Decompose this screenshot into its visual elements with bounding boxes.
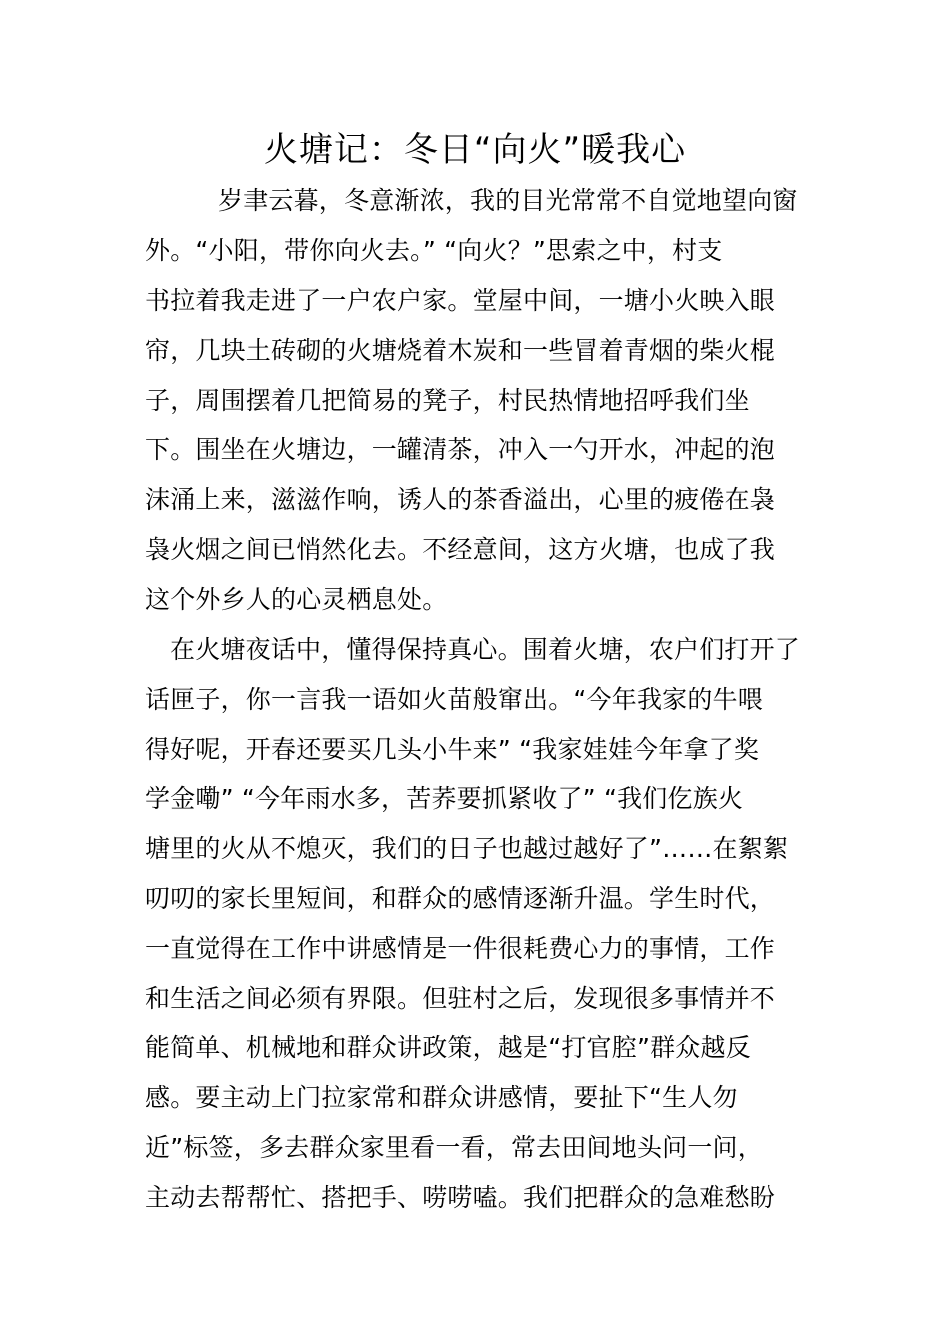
- paragraph-1-line-3: 书拉着我走进了一户农户家。堂屋中间，一塘小火映入眼: [145, 286, 776, 315]
- paragraph-2-line-10: 感。要主动上门拉家常和群众讲感情，要扯下“生人勿: [145, 1083, 738, 1112]
- paragraph-1-line-1: 岁聿云暮，冬意渐浓，我的目光常常不自觉地望向窗: [218, 186, 798, 215]
- paragraph-2-line-11: 近”标签，多去群众家里看一看，常去田间地头问一问，: [145, 1133, 763, 1162]
- paragraph-1-line-2: 外。“小阳，带你向火去。” “向火？”思索之中，村支: [145, 236, 723, 265]
- paragraph-1-line-8: 袅火烟之间已悄然化去。不经意间，这方火塘，也成了我: [145, 535, 776, 564]
- paragraph-2-line-12: 主动去帮帮忙、搭把手、唠唠嗑。我们把群众的急难愁盼: [145, 1183, 776, 1212]
- paragraph-1-line-6: 下。围坐在火塘边，一罐清茶，冲入一勺开水，冲起的泡: [145, 435, 776, 464]
- paragraph-2-line-1: 在火塘夜话中，懂得保持真心。围着火塘，农户们打开了: [170, 635, 801, 664]
- paragraph-2-line-2: 话匣子，你一言我一语如火苗般窜出。“今年我家的牛喂: [145, 685, 763, 714]
- paragraph-1-line-9: 这个外乡人的心灵栖息处。: [145, 585, 448, 614]
- paragraph-2-line-6: 叨叨的家长里短间，和群众的感情逐渐升温。学生时代，: [145, 884, 776, 913]
- paragraph-1-line-7: 沫涌上来，滋滋作响，诱人的茶香溢出，心里的疲倦在袅: [145, 485, 776, 514]
- paragraph-1-line-5: 子，周围摆着几把简易的凳子，村民热情地招呼我们坐: [145, 386, 750, 415]
- paragraph-2-line-9: 能简单、机械地和群众讲政策，越是“打官腔”群众越反: [145, 1033, 751, 1062]
- paragraph-2-line-5: 塘里的火从不熄灭，我们的日子也越过越好了”……在絮絮: [145, 834, 789, 863]
- paragraph-1-line-4: 帘，几块土砖砌的火塘烧着木炭和一些冒着青烟的柴火棍: [145, 336, 776, 365]
- paragraph-2-line-7: 一直觉得在工作中讲感情是一件很耗费心力的事情，工作: [145, 934, 776, 963]
- paragraph-2-line-4: 学金嘞” “今年雨水多，苦荞要抓紧收了” “我们仡族火: [145, 784, 744, 813]
- paragraph-2-line-8: 和生活之间必须有界限。但驻村之后，发现很多事情并不: [145, 984, 776, 1013]
- document-title: 火塘记：冬日“向火”暖我心: [263, 130, 687, 170]
- paragraph-2-line-3: 得好呢，开春还要买几头小牛来” “我家娃娃今年拿了奖: [145, 735, 760, 764]
